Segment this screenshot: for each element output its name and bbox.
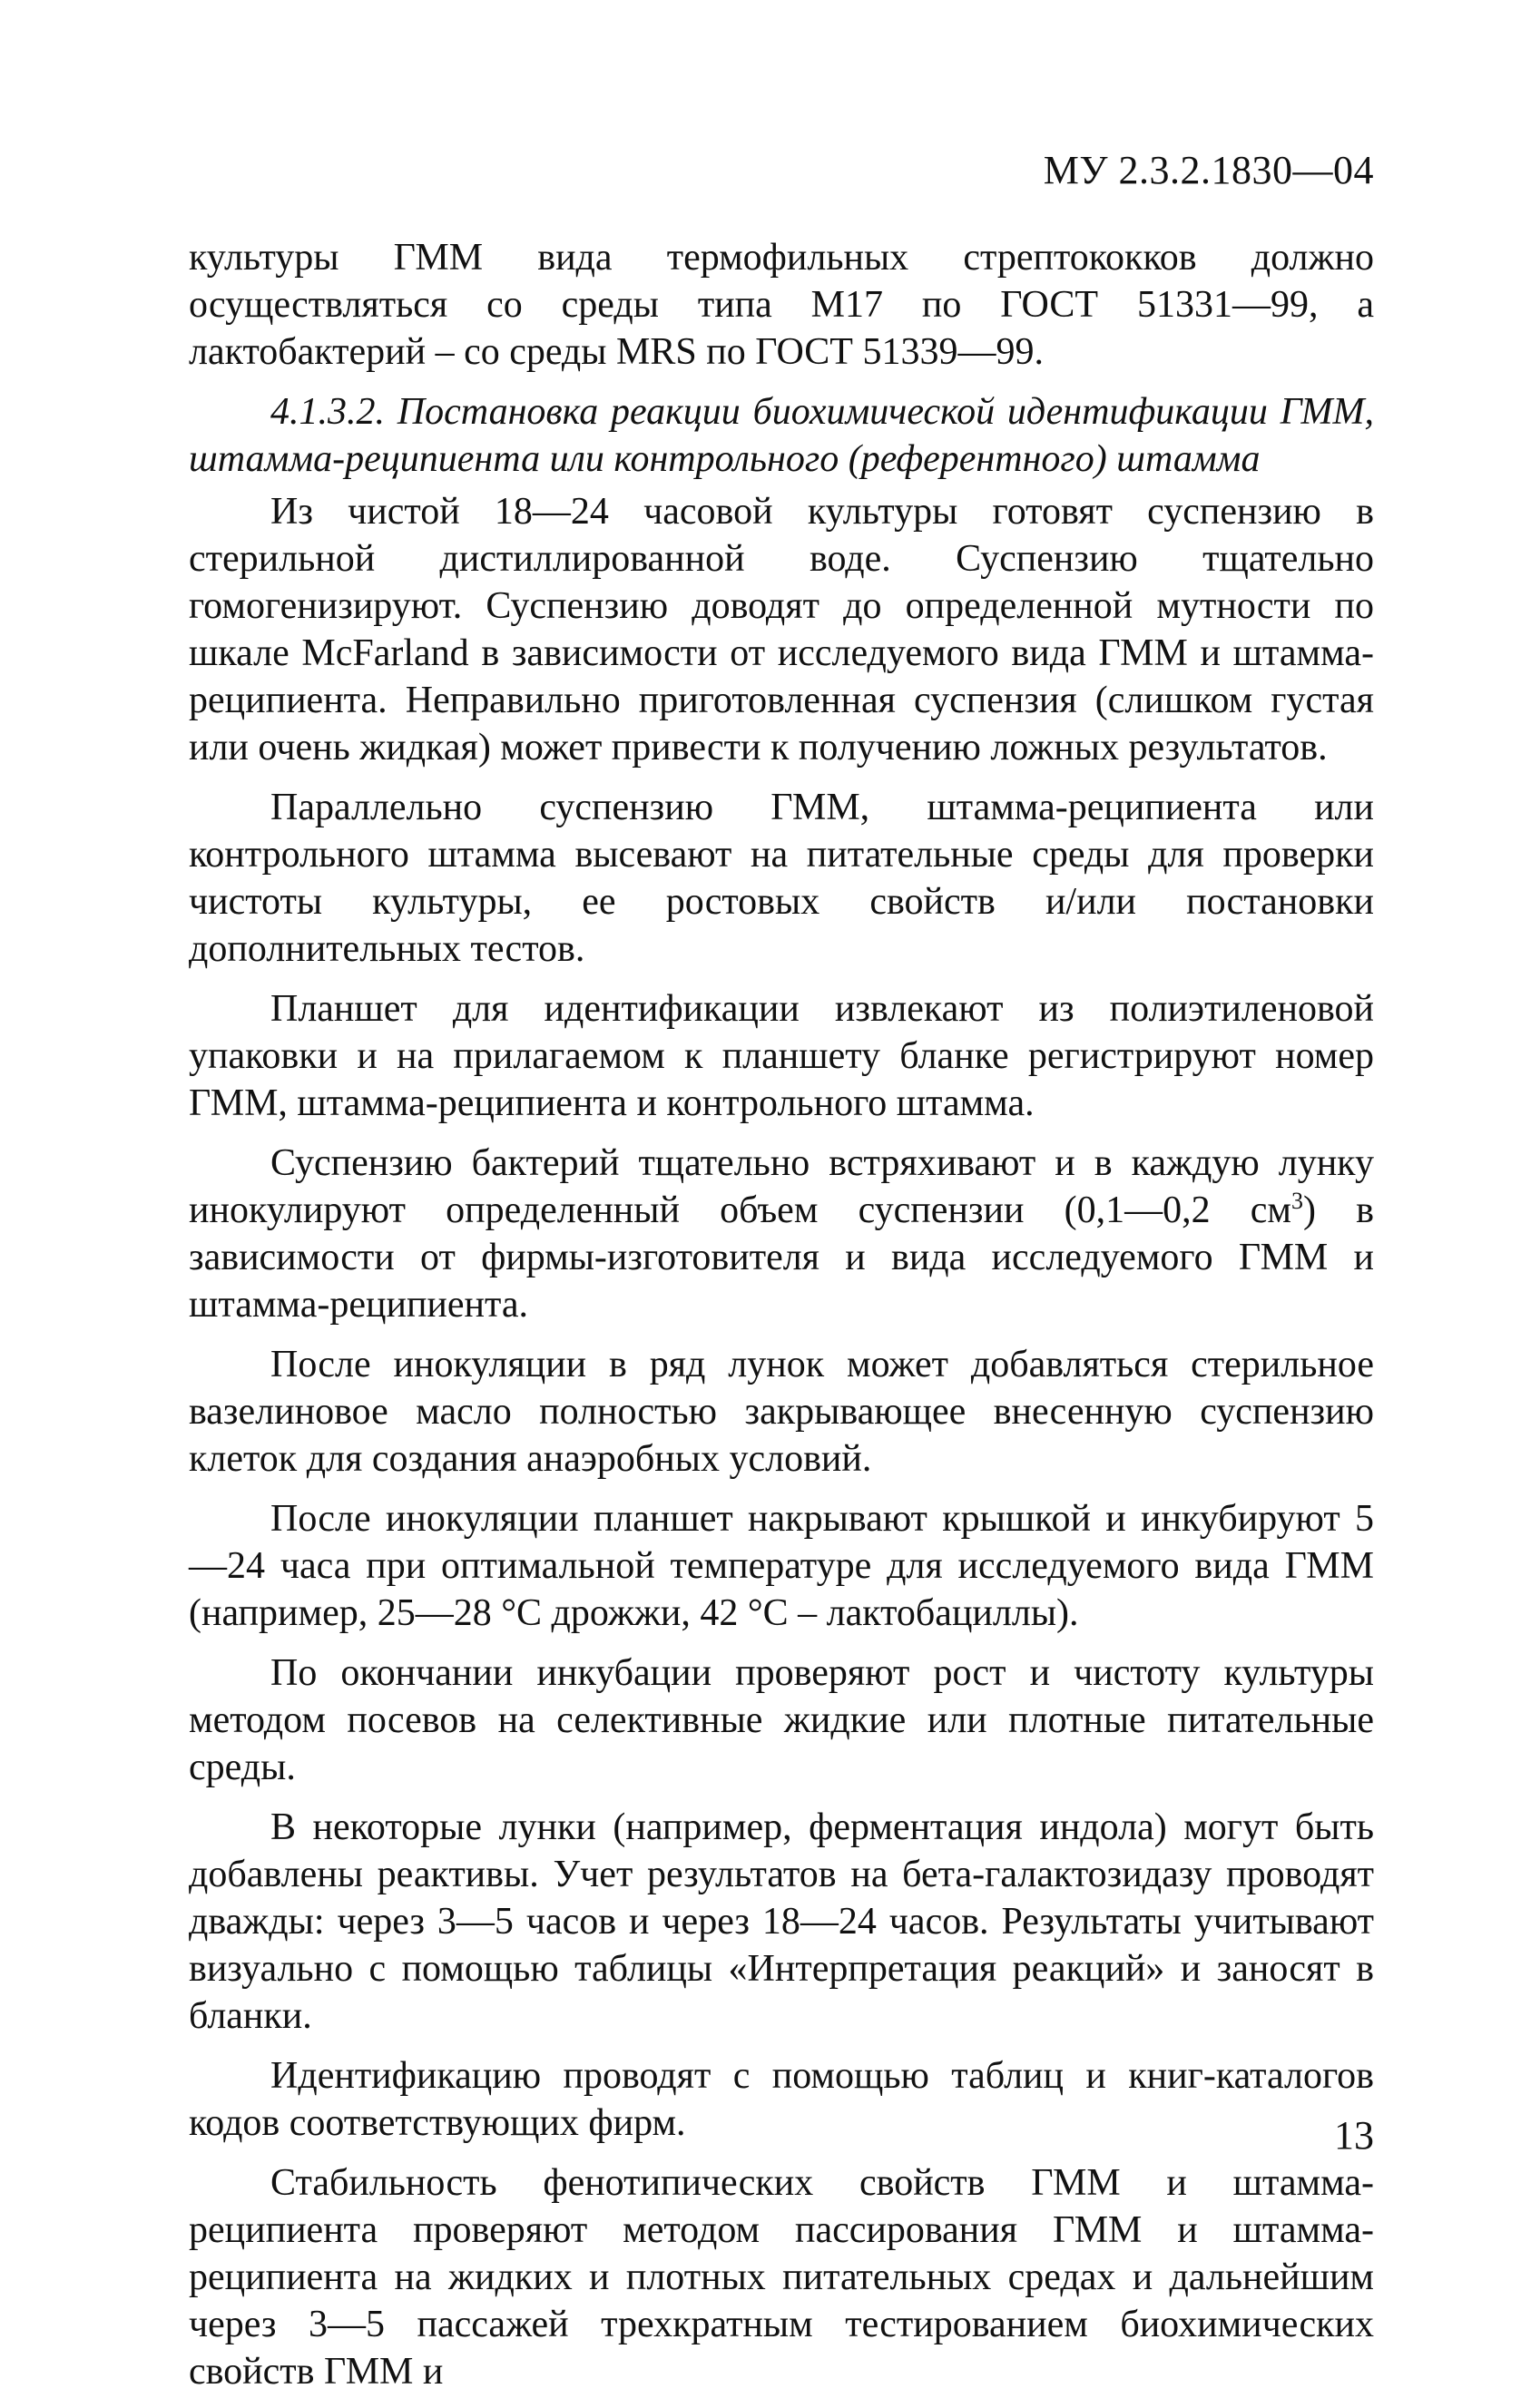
superscript: 3 — [1291, 1188, 1303, 1214]
paragraph: Параллельно суспензию ГММ, штамма-реципиента или контрольного штамма высевают на питательные среды для проверки чистоты культуры, ее ростовых свойств и/или постановки дополнительных тестов. — [189, 787, 1374, 970]
paragraph: После инокуляции планшет накрывают крышкой и инкубируют 5—24 часа при оптимальной температуре для исследуемого вида ГММ (например, 25—28 °С дрожжи, 42 °С – лактобациллы). — [189, 1498, 1374, 1634]
document-code-header: МУ 2.3.2.1830—04 — [1043, 148, 1374, 192]
paragraph: По окончании инкубации проверяют рост и чистоту культуры методом посевов на селективные жидкие или плотные питательные среды. — [189, 1652, 1374, 1788]
body-text — [189, 234, 1374, 2408]
paragraph: После инокуляции в ряд лунок может добавляться стерильное вазелиновое масло полностью закрывающее внесенную суспензию клеток для создания анаэробных условий. — [189, 1344, 1374, 1480]
paragraph: Идентификацию проводят с помощью таблиц и книг-каталогов кодов соответствующих фирм. — [189, 2055, 1374, 2144]
paragraph-continuation: культуры ГММ вида термофильных стрептококков должно осуществляться со среды типа М17 по ГОСТ 51331—99, а лактобактерий – со среды MRS по ГОСТ 51339—99. — [189, 237, 1374, 373]
paragraph: В некоторые лунки (например, ферментация индола) могут быть добавлены реактивы. Учет результатов на бета-галактозидазу проводят дважды: через 3—5 часов и через 18—24 часов. Результаты учитывают визуально с помощью таблицы «Интерпретация реакций» и заносят в бланки. — [189, 1806, 1374, 2037]
paragraph: Планшет для идентификации извлекают из полиэтиленовой упаковки и на прилагаемом к планшету бланке регистрируют номер ГММ, штамма-реципиента и контрольного штамма. — [189, 988, 1374, 1124]
paragraph — [189, 1140, 1374, 1328]
paragraph: Из чистой 18—24 часовой культуры готовят суспензию в стерильной дистиллированной воде. Суспензию тщательно гомогенизируют. Суспензию доводят до определенной мутности по шкале McFarland в зависимости от исследуемого вида ГММ и штамма-реципиента. Неправильно приготовленная суспензия (слишком густая или очень жидкая) может привести к получению ложных результатов. — [189, 491, 1374, 768]
page-number: 13 — [1334, 2113, 1374, 2158]
paragraph-text: Суспензию бактерий тщательно встряхивают и в каждую лунку инокулируют определенный объем суспензии (0,1—0,2 см — [189, 1142, 1374, 1231]
paragraph: Стабильность фенотипических свойств ГММ и штамма-реципиента проверяют методом пассирования ГММ и штамма-реципиента на жидких и плотных питательных средах и дальнейшим через 3—5 пассажей трехкратным тестированием биохимических свойств ГММ и — [189, 2162, 1374, 2393]
paragraph-text: ) в зависимости от фирмы-изготовителя и вида исследуемого ГММ и штамма-реципиента. — [189, 1189, 1374, 1326]
section-heading: 4.1.3.2. Постановка реакции биохимической идентификации ГММ, штамма-реципиента или контрольного (референтного) штамма — [189, 391, 1374, 480]
